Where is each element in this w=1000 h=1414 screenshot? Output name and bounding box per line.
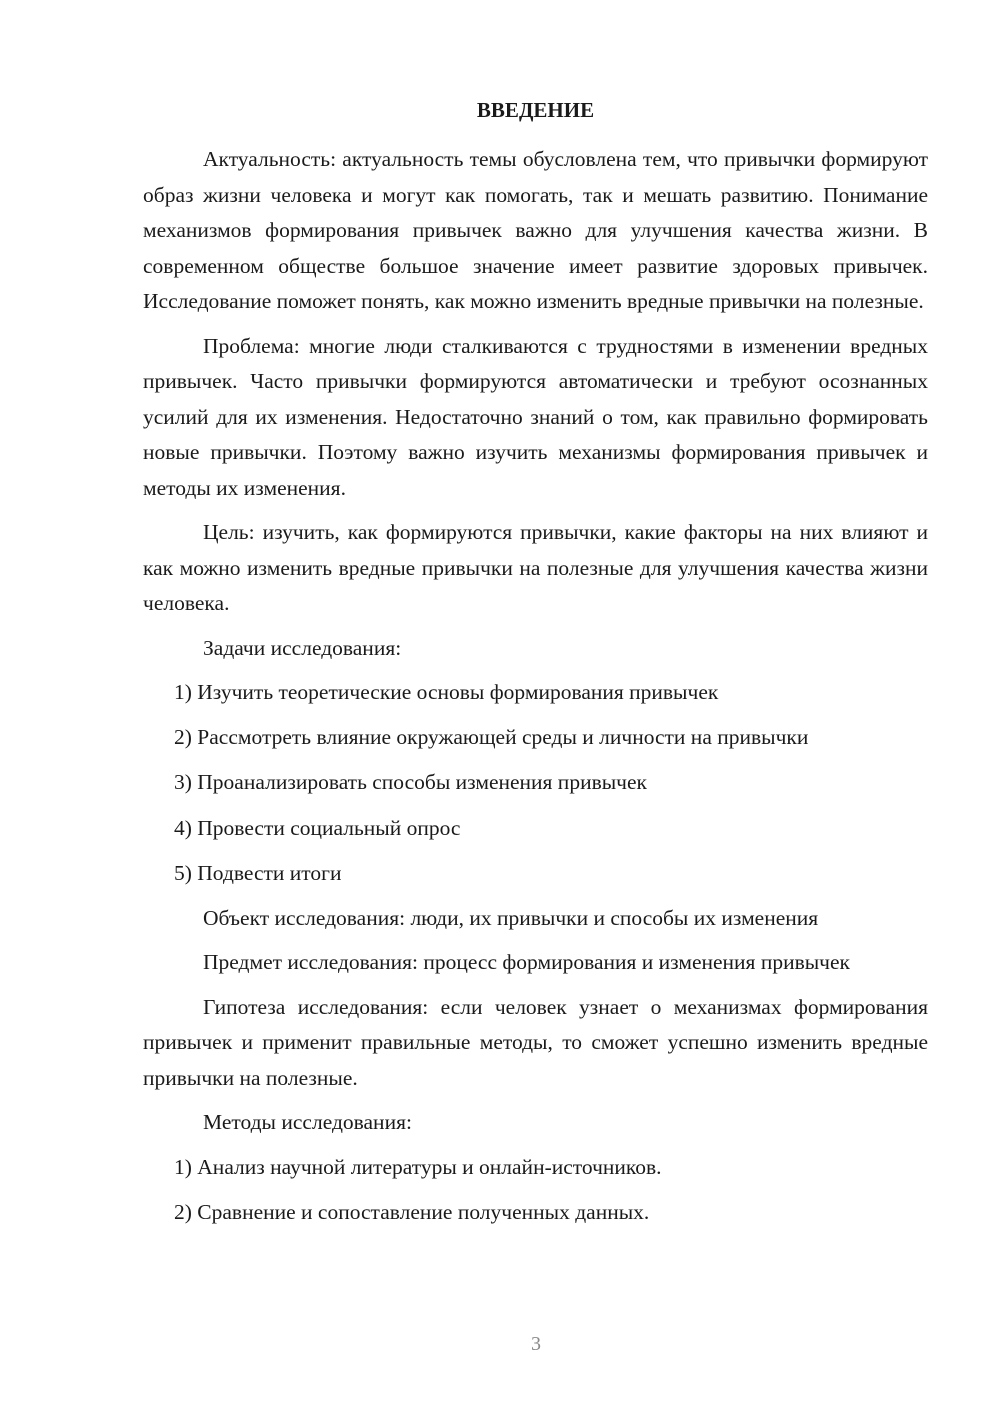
problem-paragraph: Проблема: многие люди сталкиваются с трудностями в изменении вредных привычек. Часто привычки формируются автоматически и требуют осознанных усилий для их изменения. Недостаточно знаний о том, как правильно формировать новые привычки. Поэтому важно изучить механизмы формирования привычек и методы их изменения. <box>143 333 928 500</box>
tasks-list <box>143 675 928 891</box>
section-title: ВВЕДЕНИЕ <box>476 98 595 122</box>
subject-paragraph: Предмет исследования: процесс формирования и изменения привычек <box>203 950 850 975</box>
methods-heading: Методы исследования: <box>203 1110 412 1135</box>
goal-paragraph: Цель: изучить, как формируются привычки, какие факторы на них влияют и как можно изменить вредные привычки на полезные для улучшения качества жизни человека. <box>143 520 928 615</box>
list-item: 5) Подвести итоги <box>174 860 342 885</box>
object-paragraph: Объект исследования: люди, их привычки и способы их изменения <box>203 905 819 930</box>
list-item: 2) Сравнение и сопоставление полученных данных. <box>174 1200 650 1225</box>
tasks-heading: Задачи исследования: <box>203 635 402 660</box>
list-item: 1) Изучить теоретические основы формирования привычек <box>174 680 719 704</box>
hypothesis-paragraph: Гипотеза исследования: если человек узнает о механизмах формирования привычек и применит правильные методы, то сможет успешно изменить вредные привычки на полезные. <box>143 994 928 1090</box>
list-item: 4) Провести социальный опрос <box>174 815 461 840</box>
methods-list <box>143 1150 928 1231</box>
document-page <box>143 95 928 1240</box>
relevance-paragraph: Актуальность: актуальность темы обусловлена тем, что привычки формируют образ жизни человека и могут как помогать, так и мешать развитию. Понимание механизмов формирования привычек важно для улучшения качества жизни. В современном обществе большое значение имеет развитие здоровых привычек. Исследование поможет понять, как можно изменить вредные привычки на полезные. <box>143 147 928 313</box>
page-number: 3 <box>531 1333 541 1355</box>
list-item: 1) Анализ научной литературы и онлайн-источников. <box>174 1154 662 1179</box>
list-item: 3) Проанализировать способы изменения привычек <box>174 770 647 795</box>
list-item: 2) Рассмотреть влияние окружающей среды и личности на привычки <box>174 725 809 750</box>
